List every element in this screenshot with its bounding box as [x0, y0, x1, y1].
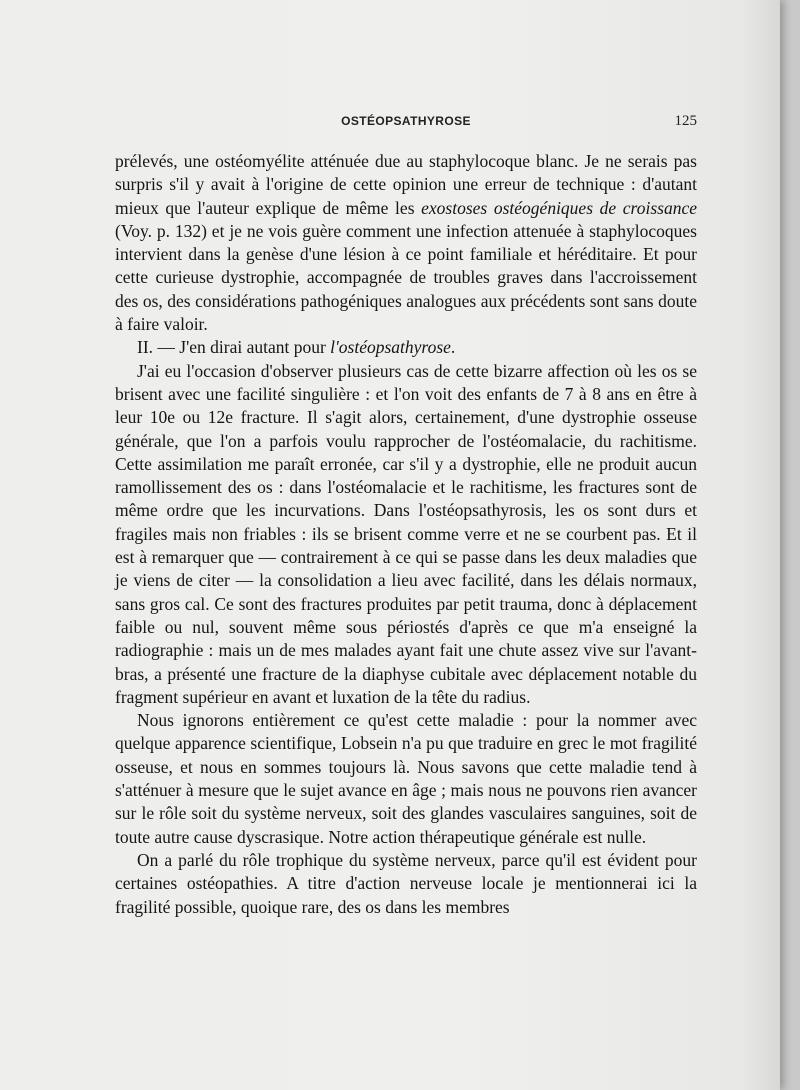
- paragraph-1-italic: exostoses ostéogéniques de croissance: [421, 197, 697, 218]
- paragraph-2-text-b: .: [450, 337, 456, 358]
- paragraph-2-italic: l'ostéopsathyrose: [330, 337, 451, 358]
- paragraph-1: [115, 150, 697, 336]
- page-number: 125: [674, 113, 697, 129]
- body-text: [115, 150, 697, 919]
- paragraph-5: On a parlé du rôle trophique du système nerveux, parce qu'il est évident pour certaines ostéopathies. A titre d'action nerveuse locale je mentionnerai ici la fragilité possible, quoique rare, des os dans les membres: [115, 849, 697, 917]
- paragraph-3: J'ai eu l'occasion d'observer plusieurs cas de cette bizarre affection où les os se brisent avec une facilité singulière : et l'on voit des enfants de 7 à 8 ans en être à leur 10e ou 12e fracture. Il s'agit alors, certainement, d'une dystrophie osseuse générale, que l'on a parfois voulu rapprocher de l'ostéomalacie, du rachitisme. Cette assimilation me paraît erronée, car s'il y a dystrophie, elle ne produit aucun ramollissement des os : dans l'ostéomalacie et le rachitisme, les fractures sont de même ordre que les incurvations. Dans l'ostéopsathyrosis, les os sont durs et fragiles mais non friables : ils se brisent comme verre et ne se courbent pas. Et il est à remarquer que — contrairement à ce qui se passe dans les deux maladies que je viens de citer — la consolidation a lieu avec facilité, dans les délais normaux, sans gros cal. Ce sont des fractures produites par petit trauma, donc à déplacement faible ou nul, souvent même sous périostés d'après ce que m'a enseigné la radiographie : mais un de mes malades ayant fait une chute assez vive sur l'avant-bras, a présenté une fracture de la diaphyse cubitale avec déplacement notable du fragment supérieur en avant et luxation de la tête du radius.: [115, 360, 697, 707]
- paragraph-1-text-b: (Voy. p. 132) et je ne vois guère comment une infection attenuée à staphylocoques intervient dans la genèse d'une lésion à ce point familiale et héréditaire. Et pour cette curieuse dystrophie, accompagnée de troubles graves dans l'accroissement des os, des considérations pathogéniques analogues aux précédents sont sans doute à faire valoir.: [115, 220, 697, 335]
- paragraph-2-text-a: II. — J'en dirai autant pour: [137, 337, 331, 358]
- paragraph-1-text-a: prélevés, une ostéomyélite atténuée due au staphylocoque blanc. Je ne serais pas surpris s'il y avait à l'origine de cette opinion une erreur de technique : d'autant mieux que l'auteur explique de même les: [115, 151, 697, 218]
- paragraph-2: [115, 336, 697, 359]
- paragraph-4: Nous ignorons entièrement ce qu'est cette maladie : pour la nommer avec quelque apparence scientifique, Lobsein n'a pu que traduire en grec le mot fragilité osseuse, et nous en sommes toujours là. Nous savons que cette maladie tend à s'atténuer à mesure que le sujet avance en âge ; mais nous ne pouvons rien avancer sur le rôle soit du système nerveux, soit des glandes vasculaires sanguines, soit de toute autre cause dyscrasique. Notre action thérapeutique générale est nulle.: [115, 710, 697, 847]
- running-title: OSTÉOPSATHYROSE: [341, 114, 471, 128]
- running-head: [115, 114, 697, 134]
